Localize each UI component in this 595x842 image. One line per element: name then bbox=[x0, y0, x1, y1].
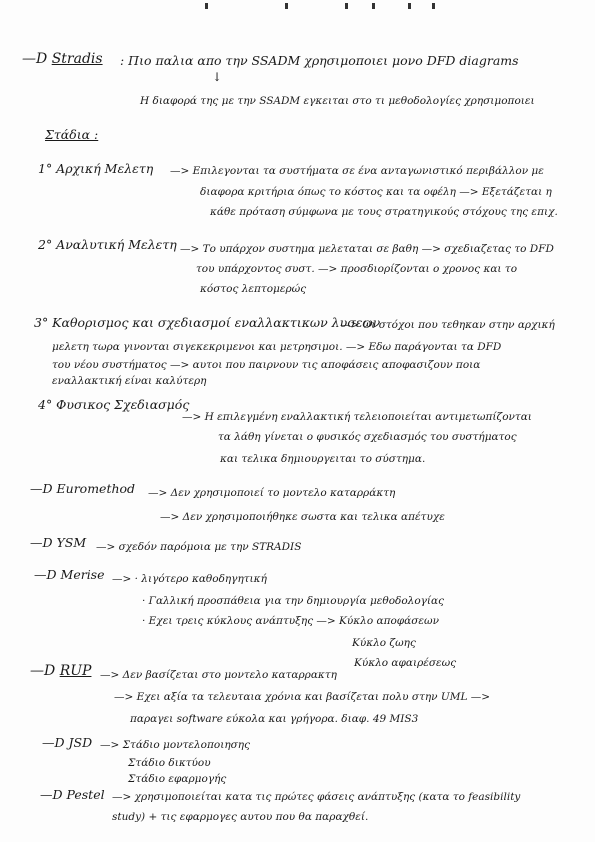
merise-label-line bbox=[34, 568, 105, 582]
stage-4-line: —> Η επιλεγμένη εναλλακτική τελειοποιείται αντιμετωπίζονται bbox=[182, 411, 532, 423]
arrow-marker: —D bbox=[22, 51, 48, 67]
jsd-label: JSD bbox=[68, 735, 93, 750]
merise-line: · Εχει τρεις κύκλους ανάπτυξης —> Κύκλο αποφάσεων bbox=[142, 615, 439, 627]
stradis-label: Stradis bbox=[51, 51, 103, 67]
rup-line: παραγει software εύκολα και γρήγορα. διαφ. 49 MIS3 bbox=[130, 713, 419, 725]
ysm-label: YSM bbox=[56, 535, 87, 550]
stradis-difference: Η διαφορά της με την SSADM εγκειται στο τι μεθοδολογίες χρησιμοποιει bbox=[140, 95, 535, 107]
arrow-marker: —D bbox=[40, 787, 63, 802]
stages-title: Στάδια : bbox=[45, 127, 99, 142]
stage-3-line: εναλλακτική είναι καλύτερη bbox=[52, 375, 207, 387]
jsd-line: —> Στάδιο μοντελοποιησης bbox=[100, 739, 250, 751]
stage-3-line: —> Οι στόχοι που τεθηκαν στην αρχική bbox=[340, 319, 555, 331]
rup-line: —> Εχει αξία τα τελευταια χρόνια και βασίζεται πολυ στην UML —> bbox=[114, 691, 491, 703]
stage-1-line: κάθε πρόταση σύμφωνα με τους στρατηγικούς στόχους της επιχ. bbox=[210, 206, 558, 218]
stage-1-line: διαφορα κριτήρια όπως το κόστος και τα οφέλη —> Εξετάζεται η bbox=[200, 186, 552, 198]
stage-1-label: 1° Αρχική Μελετη bbox=[38, 161, 154, 176]
euromethod-line: —> Δεν χρησιμοποιεί το μοντελο καταρράκτη bbox=[148, 487, 396, 499]
jsd-label-line bbox=[42, 736, 92, 750]
stage-4-line: τα λάθη γίνεται ο φυσικός σχεδιασμός του συστήματος bbox=[218, 431, 517, 443]
stage-3-line: του νέου συστήματος —> αυτοι που παιρνουν τις αποφάσεις αποφασιζουν ποια bbox=[52, 359, 481, 371]
jsd-line: Στάδιο δικτύου bbox=[128, 757, 211, 769]
merise-line: —> · λιγότερο καθοδηγητική bbox=[112, 573, 267, 585]
stradis-heading-line bbox=[22, 52, 103, 66]
ysm-label-line bbox=[30, 536, 86, 550]
stage-4-line: και τελικα δημιουργειται το σύστημα. bbox=[220, 453, 426, 465]
arrow-marker: —D bbox=[30, 481, 53, 496]
rup-label: RUP bbox=[59, 663, 92, 679]
arrow-marker: —D bbox=[42, 735, 65, 750]
stage-3-line: μελετη τωρα γινονται σιγεκεκριμενοι και μετρησιμοι. —> Εδω παράγονται τα DFD bbox=[52, 341, 502, 353]
merise-label: Merise bbox=[60, 567, 105, 582]
stage-3-label: 3° Καθορισμος και σχεδιασμοί εναλλακτικων λυσεων bbox=[34, 315, 381, 330]
stage-4-label: 4° Φυσικος Σχεδιασμός bbox=[38, 397, 190, 412]
stage-2-line: του υπάρχοντος συστ. —> προσδιορίζονται ο χρονος και το bbox=[196, 263, 518, 275]
euromethod-label-line bbox=[30, 482, 135, 496]
pestel-label-line bbox=[40, 788, 105, 802]
jsd-line: Στάδιο εφαρμογής bbox=[128, 773, 227, 785]
branch-mark: ↓ bbox=[212, 70, 223, 84]
arrow-marker: —D bbox=[30, 663, 56, 679]
scan-edge-marks bbox=[0, 0, 595, 12]
stage-1-line: —> Επιλεγονται τα συστήματα σε ένα ανταγωνιστικό περιβάλλον με bbox=[170, 165, 544, 177]
arrow-marker: —D bbox=[34, 567, 57, 582]
merise-cycle: Κύκλο αφαιρέσεως bbox=[354, 657, 457, 669]
merise-cycle: Κύκλο ζωης bbox=[352, 637, 416, 649]
merise-line: · Γαλλική προσπάθεια για την δημιουργία μεθοδολογίας bbox=[142, 595, 445, 607]
pestel-line: study) + τις εφαρμογες αυτου που θα παραχθεί. bbox=[112, 811, 369, 823]
pestel-line: —> χρησιμοποιείται κατα τις πρώτες φάσεις ανάπτυξης (κατα το feasibility bbox=[112, 791, 521, 803]
stradis-description: : Πιο παλια απο την SSADM χρησιμοποιει μονο DFD diagrams bbox=[120, 53, 519, 68]
pestel-label: Pestel bbox=[66, 787, 105, 802]
stage-2-line: —> Το υπάρχον συστημα μελεταται σε βαθη —> σχεδιαζετας το DFD bbox=[180, 243, 554, 255]
ysm-text: —> σχεδόν παρόμοια με την STRADIS bbox=[96, 541, 302, 553]
arrow-marker: —D bbox=[30, 535, 53, 550]
stage-2-line: κόστος λεπτομερώς bbox=[200, 283, 307, 295]
euromethod-label: Euromethod bbox=[56, 481, 136, 496]
stage-2-label: 2° Αναλυτική Μελετη bbox=[38, 237, 177, 252]
euromethod-line: —> Δεν χρησιμοποιήθηκε σωστα και τελικα απέτυχε bbox=[160, 511, 445, 523]
rup-label-line bbox=[30, 664, 91, 678]
rup-line: —> Δεν βασίζεται στο μοντελο καταρρακτη bbox=[100, 669, 337, 681]
